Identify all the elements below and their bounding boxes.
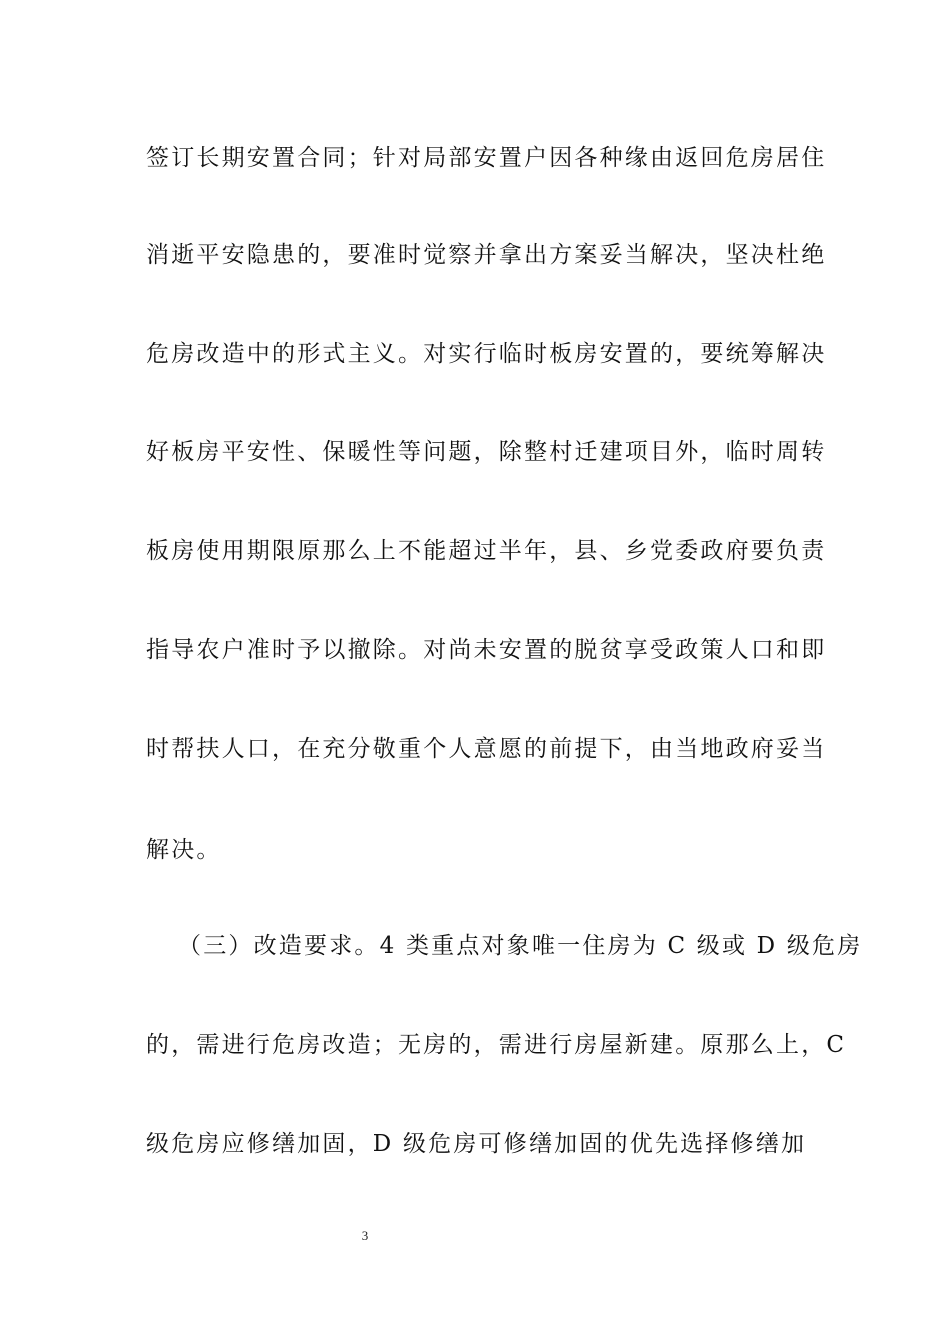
paragraph-heading-line: （三）改造要求。4 类重点对象唯一住房为 C 级或 D 级危房 [178,933,863,959]
text-line: 时帮扶人口，在充分敬重个人意愿的前提下，由当地政府妥当 [146,736,827,762]
text-line: 的，需进行危房改造；无房的，需进行房屋新建。原那么上，C [146,1032,847,1058]
text-line: 签订长期安置合同；针对局部安置户因各种缘由返回危房居住 [146,145,827,171]
text-line: 危房改造中的形式主义。对实行临时板房安置的，要统筹解决 [146,341,827,367]
text-line: 消逝平安隐患的，要准时觉察并拿出方案妥当解决，坚决杜绝 [146,242,827,268]
text-line: 板房使用期限原那么上不能超过半年，县、乡党委政府要负责 [146,538,827,564]
text-line: 指导农户准时予以撤除。对尚未安置的脱贫享受政策人口和即 [146,637,827,663]
page-number: 3 [361,1228,369,1243]
text-line: 好板房平安性、保暖性等问题，除整村迁建项目外，临时周转 [146,439,827,465]
text-line: 解决。 [146,837,222,863]
text-line: 级危房应修缮加固，D 级危房可修缮加固的优先选择修缮加 [146,1131,807,1157]
